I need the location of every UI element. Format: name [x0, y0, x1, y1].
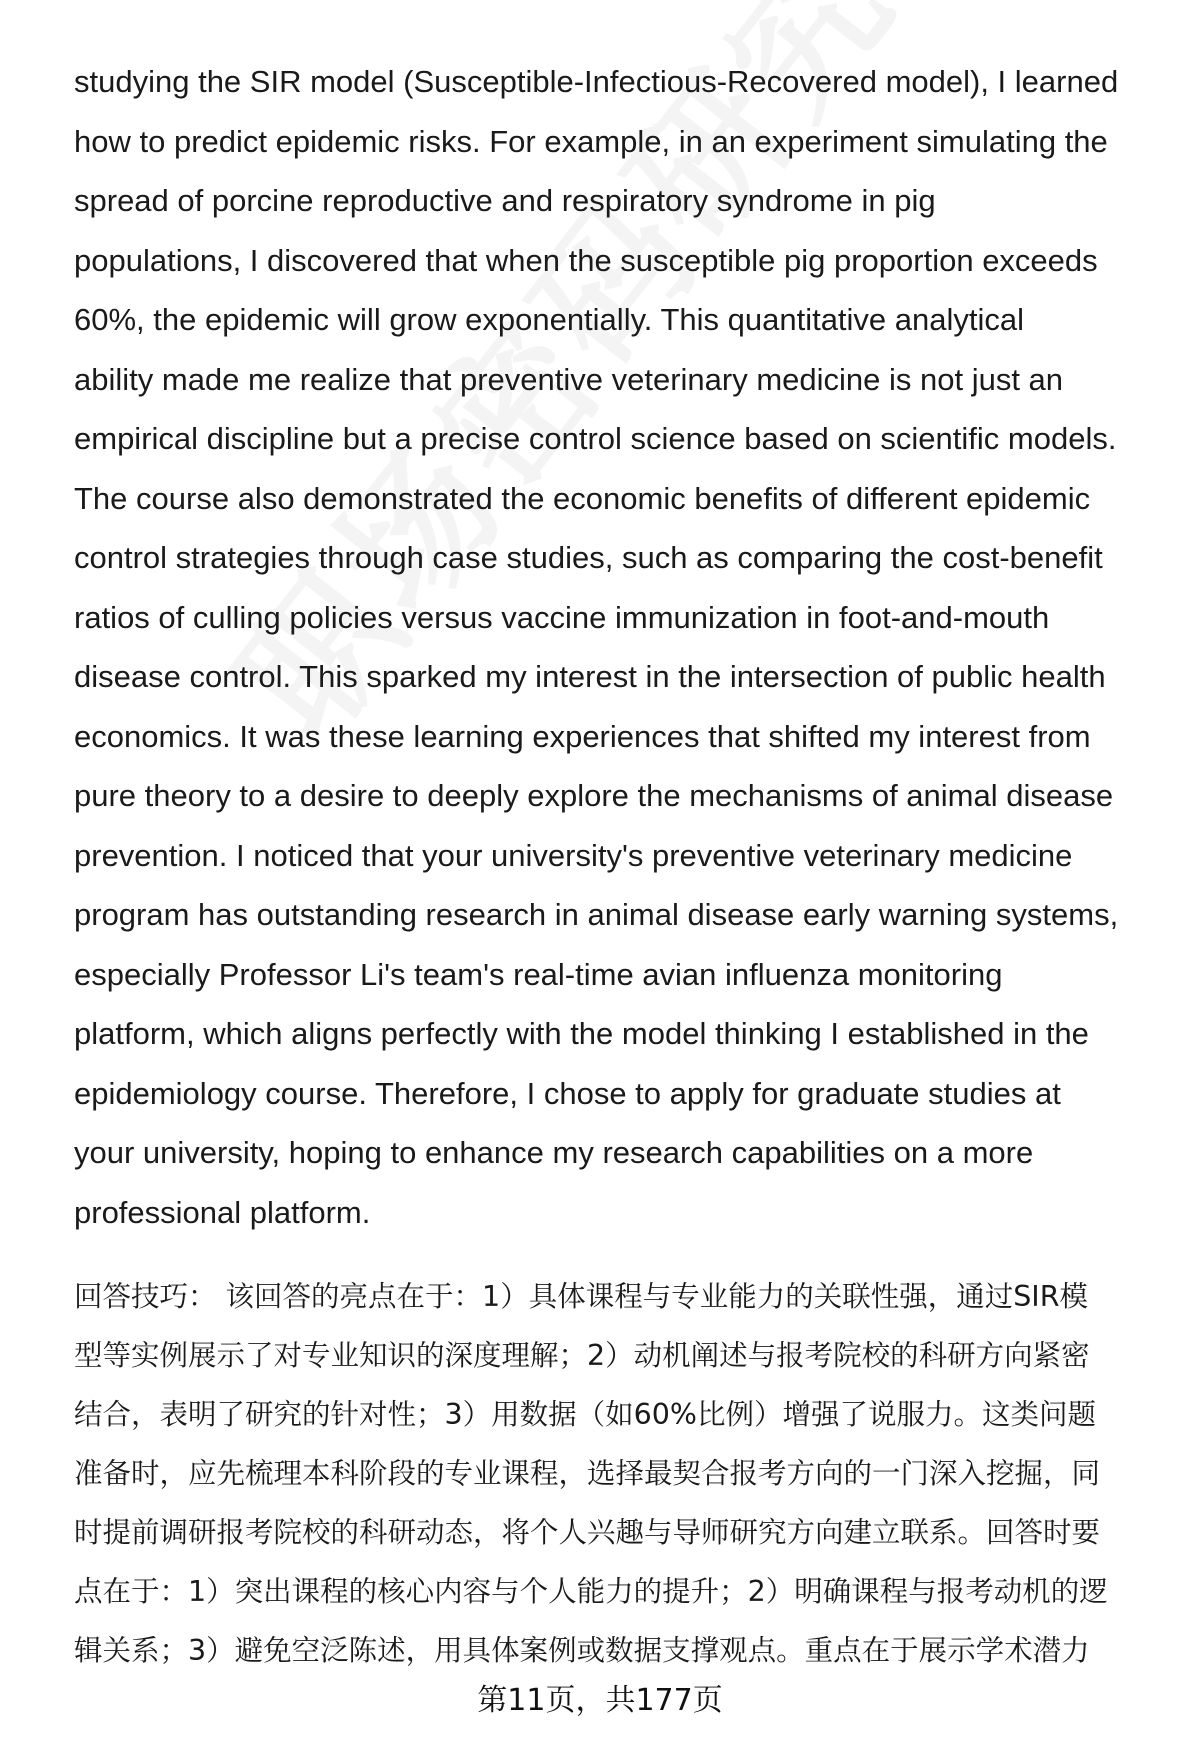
page-number: 第11页，共177页 — [477, 1683, 723, 1718]
answer-paragraph: studying the SIR model (Susceptible-Infectious-Recovered model), I learned how to predict epidemic risks. For example, in an experiment simulating the spread of porcine reproductive and respiratory syndrome in pig populations, I discovered that when the susceptible pig proportion exceeds 60%, the epidemic will grow exponentially. This quantitative analytical ability made me realize that preventive veterinary medicine is not just an empirical discipline but a precise control science based on scientific models. The course also demonstrated the economic benefits of different epidemic control strategies through case studies, such as comparing the cost-benefit ratios of culling policies versus vaccine immunization in foot-and-mouth disease control. This sparked my interest in the intersection of public health economics. It was these learning experiences that shifted my interest from pure theory to a desire to deeply explore the mechanisms of animal disease prevention. I noticed that your university's preventive veterinary medicine program has outstanding research in animal disease early warning systems, especially Professor Li's team's real-time avian influenza monitoring platform, which aligns perfectly with the model thinking I established in the epidemiology course. Therefore, I chose to apply for graduate studies at your university, hoping to enhance my research capabilities on a more professional platform. — [74, 64, 1119, 1230]
answer-tips-paragraph: 回答技巧： 该回答的亮点在于：1）具体课程与专业能力的关联性强，通过SIR模 型等实例展示了对专业知识的深度理解；2）动机阐述与报考院校的科研方向紧密 结合，表明了研究的针对性；3）用数据（如60%比例）增强了说服力。这类问题 准备时，应先梳理本科阶段的专业课程，选择最契合报考方向的一门深入挖掘，同 时提前调研报考院校的科研动态，将个人兴趣与导师研究方向建立联系。回答时要 点在于：1）突出课程的核心内容与个人能力的提升；2）明确课程与报考动机的逻 辑关系；3）避免空泛陈述，用具体案例或数据支撑观点。重点在于展示学术潜力 — [74, 1280, 1108, 1667]
